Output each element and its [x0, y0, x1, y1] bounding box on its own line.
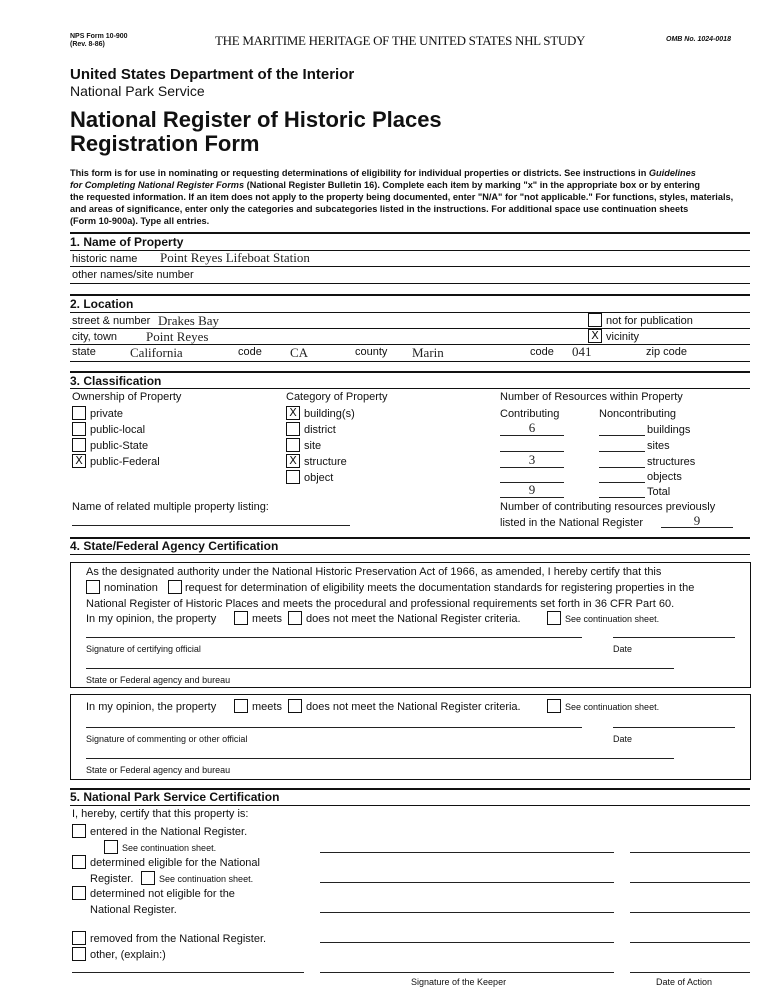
divider — [70, 232, 750, 234]
intro-line-5: (Form 10-900a). Type all entries. — [70, 216, 210, 226]
agency-line[interactable] — [86, 668, 674, 669]
not-for-publication-label: not for publication — [606, 315, 693, 327]
page-subtitle: Registration Form — [70, 131, 260, 156]
category-district-checkbox[interactable] — [286, 422, 300, 436]
city-label: city, town — [72, 331, 118, 343]
total-label: Total — [647, 486, 671, 498]
action-date-line[interactable] — [630, 912, 750, 913]
other-checkbox[interactable] — [72, 947, 86, 961]
divider — [70, 361, 750, 362]
divider — [70, 805, 750, 806]
meets-checkbox-2[interactable] — [234, 699, 248, 713]
ownership-public-federal-checkbox[interactable]: X — [72, 454, 86, 468]
authority-text: As the designated authority under the National Historic Preservation Act of 1966, as amended, I hereby certify that this — [86, 566, 662, 578]
entered-checkbox[interactable] — [72, 824, 86, 838]
keeper-signature-line[interactable] — [320, 972, 614, 973]
form-revision: (Rev. 8-86) — [70, 41, 105, 48]
objects-label: objects — [647, 471, 682, 483]
section-4-title: 4. State/Federal Agency Certification — [70, 539, 279, 553]
ownership-public-federal-label: public-Federal — [90, 456, 160, 468]
divider — [70, 388, 750, 389]
category-district-label: district — [304, 424, 336, 436]
agency-line[interactable] — [86, 758, 674, 759]
city-value[interactable]: Point Reyes — [146, 329, 209, 344]
category-object-checkbox[interactable] — [286, 470, 300, 484]
structures-label: structures — [647, 456, 696, 468]
opinion-label-2: In my opinion, the property — [86, 701, 217, 713]
date-of-action-label: Date of Action — [656, 977, 713, 987]
keeper-signature-line[interactable] — [320, 852, 614, 853]
entered-continuation-label: See continuation sheet. — [122, 843, 217, 853]
not-for-publication-checkbox[interactable] — [588, 313, 602, 327]
other-names-label: other names/site number — [72, 269, 194, 281]
intro-line-3: the requested information. If an item does not apply to the property being documented, enter "N/A" for "not applicable." For functions, styles, materials, — [70, 192, 734, 202]
blank-line — [599, 467, 645, 468]
continuation-checkbox-2[interactable] — [547, 699, 561, 713]
agency-label: State or Federal agency and bureau — [86, 675, 231, 685]
blank-line — [500, 435, 564, 436]
blank-line — [500, 497, 564, 498]
form-number: NPS Form 10-900 — [70, 33, 128, 40]
opinion-label: In my opinion, the property — [86, 613, 217, 625]
previously-listed-line-2: listed in the National Register — [500, 517, 644, 529]
street-value[interactable]: Drakes Bay — [158, 313, 220, 328]
determined-eligible-label-2: Register. — [90, 873, 134, 885]
category-structure-checkbox[interactable]: X — [286, 454, 300, 468]
divider — [70, 294, 750, 296]
does-not-meet-checkbox-2[interactable] — [288, 699, 302, 713]
nomination-label: nomination — [104, 582, 158, 594]
entered-label: entered in the National Register. — [90, 826, 248, 838]
continuation-checkbox[interactable] — [547, 611, 561, 625]
category-site-label: site — [304, 440, 322, 452]
county-code-value[interactable]: 041 — [572, 344, 592, 359]
county-value[interactable]: Marin — [412, 345, 444, 360]
historic-name-value[interactable]: Point Reyes Lifeboat Station — [160, 250, 310, 265]
commenting-date-label: Date — [613, 734, 633, 744]
blank-line — [599, 435, 645, 436]
ownership-public-state-label: public-State — [90, 440, 149, 452]
continuation-label-2: See continuation sheet. — [565, 702, 660, 712]
category-site-checkbox[interactable] — [286, 438, 300, 452]
sites-label: sites — [647, 440, 670, 452]
street-label: street & number — [72, 315, 151, 327]
county-code-label: code — [530, 346, 554, 358]
omb-number: OMB No. 1024-0018 — [666, 36, 731, 43]
contributing-total[interactable]: 9 — [528, 482, 536, 497]
certifying-signature-label: Signature of certifying official — [86, 644, 201, 654]
keeper-signature-line[interactable] — [320, 942, 614, 943]
ownership-private-label: private — [90, 408, 124, 420]
category-object-label: object — [304, 472, 334, 484]
keeper-signature-line[interactable] — [320, 912, 614, 913]
continuation-label: See continuation sheet. — [565, 614, 660, 624]
ownership-public-local-label: public-local — [90, 424, 146, 436]
meets-label: meets — [252, 613, 282, 625]
date-line[interactable] — [613, 637, 735, 638]
determined-eligible-checkbox[interactable] — [72, 855, 86, 869]
action-date-line[interactable] — [630, 882, 750, 883]
intro-line-4: and areas of significance, enter only the categories and subcategories listed in the instructions. For additional space use continuation sheets — [70, 204, 689, 214]
agency-label-2: State or Federal agency and bureau — [86, 765, 231, 775]
section-5-title: 5. National Park Service Certification — [70, 790, 280, 804]
department: United States Department of the Interior — [70, 66, 355, 83]
ownership-public-local-checkbox[interactable] — [72, 422, 86, 436]
study-title: THE MARITIME HERITAGE OF THE UNITED STATES NHL STUDY — [215, 33, 586, 48]
category-structure-label: structure — [304, 456, 347, 468]
determined-eligible-label: determined eligible for the National — [90, 857, 260, 869]
section-3-title: 3. Classification — [70, 374, 162, 388]
resources-heading: Number of Resources within Property — [500, 391, 683, 403]
request-label: request for determination of eligibility meets the documentation standards for registering properties in the — [185, 582, 695, 594]
does-not-meet-label: does not meet the National Register criteria. — [306, 613, 521, 625]
ownership-private-checkbox[interactable] — [72, 406, 86, 420]
does-not-meet-checkbox[interactable] — [288, 611, 302, 625]
other-label: other, (explain:) — [90, 949, 166, 961]
keeper-signature-label: Signature of the Keeper — [411, 977, 507, 987]
certifying-date-label: Date — [613, 644, 633, 654]
removed-label: removed from the National Register. — [90, 933, 267, 945]
category-heading: Category of Property — [286, 391, 388, 403]
action-date-line[interactable] — [630, 852, 750, 853]
blank-line — [599, 451, 645, 452]
meets-checkbox[interactable] — [234, 611, 248, 625]
signature-line[interactable] — [86, 637, 582, 638]
ownership-heading: Ownership of Property — [72, 391, 182, 403]
related-listing-input[interactable] — [72, 525, 350, 526]
certify-text: I, hereby, certify that this property is: — [72, 808, 249, 820]
entered-continuation-checkbox[interactable] — [104, 840, 118, 854]
meets-label-2: meets — [252, 701, 282, 713]
zip-label: zip code — [646, 346, 687, 358]
buildings-label: buildings — [647, 424, 691, 436]
related-listing-label: Name of related multiple property listing: — [72, 501, 269, 513]
contributing-heading: Contributing — [500, 408, 560, 420]
section-1-title: 1. Name of Property — [70, 235, 184, 249]
previously-listed-value[interactable]: 9 — [693, 513, 701, 528]
blank-line — [599, 497, 645, 498]
divider — [70, 266, 750, 267]
intro-line-2: for Completing National Register Forms (National Register Bulletin 16). Complete each item by marking "x" in the appropriate box or by entering — [70, 180, 701, 190]
action-date-line[interactable] — [630, 942, 750, 943]
keeper-signature-line[interactable] — [320, 882, 614, 883]
not-eligible-label: determined not eligible for the — [90, 888, 235, 900]
divider — [70, 371, 750, 373]
contributing-buildings[interactable]: 6 — [528, 420, 536, 435]
ownership-public-state-checkbox[interactable] — [72, 438, 86, 452]
eligible-continuation-label: See continuation sheet. — [159, 874, 254, 884]
historic-name-label: historic name — [72, 253, 138, 265]
category-building-checkbox[interactable]: X — [286, 406, 300, 420]
does-not-meet-label-2: does not meet the National Register criteria. — [306, 701, 521, 713]
divider — [70, 554, 750, 555]
eligible-continuation-checkbox[interactable] — [141, 871, 155, 885]
previously-listed-line-1: Number of contributing resources previously — [500, 501, 716, 513]
not-eligible-label-2: National Register. — [90, 904, 177, 916]
county-label: county — [355, 346, 388, 358]
action-date-line[interactable] — [630, 972, 750, 973]
section-2-title: 2. Location — [70, 297, 134, 311]
other-explain-line[interactable] — [72, 972, 304, 973]
request-checkbox[interactable] — [168, 580, 182, 594]
page-title: National Register of Historic Places — [70, 107, 442, 132]
removed-checkbox[interactable] — [72, 931, 86, 945]
vicinity-checkbox[interactable]: X — [588, 329, 602, 343]
category-building-label: building(s) — [304, 408, 355, 420]
commenting-signature-label: Signature of commenting or other official — [86, 734, 248, 744]
requirements-text: National Register of Historic Places and meets the procedural and professional requirements set forth in 36 CFR Part 60. — [86, 598, 675, 610]
service: National Park Service — [70, 83, 205, 99]
state-label: state — [72, 346, 96, 358]
intro-line-1: This form is for use in nominating or requesting determinations of eligibility for individual properties or districts. See instructions in Guidelines — [70, 168, 696, 178]
nomination-checkbox[interactable] — [86, 580, 100, 594]
date-line[interactable] — [613, 727, 735, 728]
vicinity-label: vicinity — [606, 331, 640, 343]
contributing-structures[interactable]: 3 — [528, 452, 536, 467]
noncontributing-heading: Noncontributing — [599, 408, 677, 420]
state-value[interactable]: California — [130, 345, 183, 360]
blank-line — [661, 527, 733, 528]
blank-line — [500, 467, 564, 468]
signature-line[interactable] — [86, 727, 582, 728]
not-eligible-checkbox[interactable] — [72, 886, 86, 900]
blank-line — [599, 482, 645, 483]
state-code-label: code — [238, 346, 262, 358]
state-code-value[interactable]: CA — [290, 345, 309, 360]
divider — [70, 283, 750, 284]
